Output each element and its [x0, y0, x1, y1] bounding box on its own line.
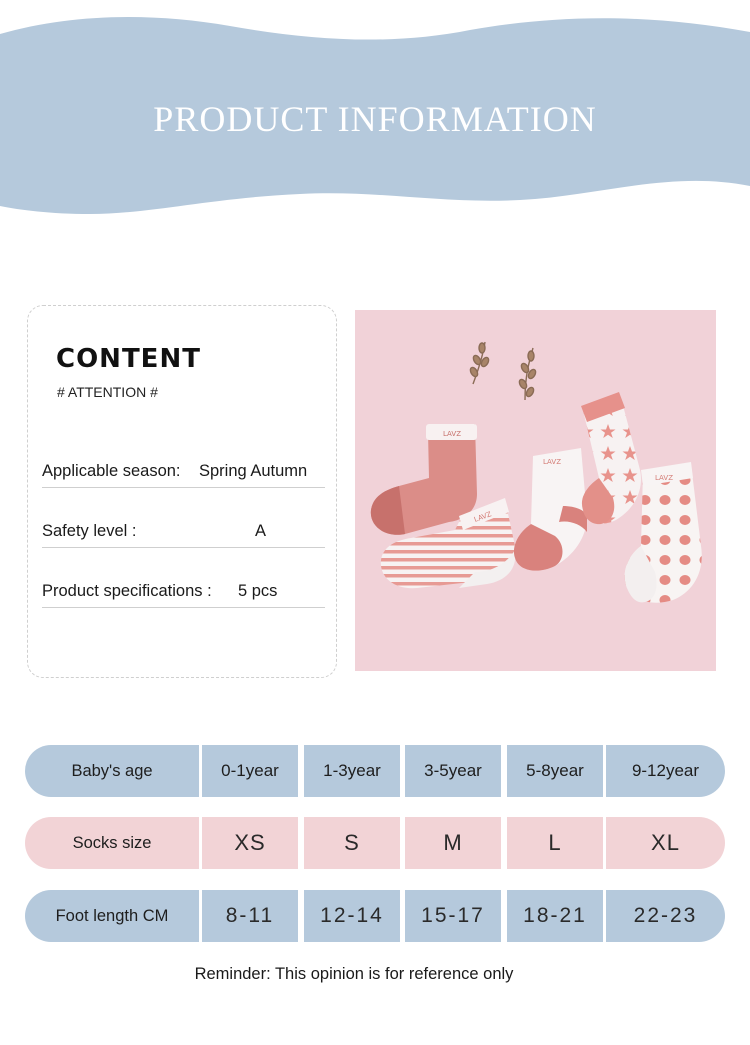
spec-row-safety — [42, 522, 325, 548]
page-title: PRODUCT INFORMATION — [153, 99, 597, 139]
socks-illustration — [355, 310, 716, 671]
age-cell: 9-12year — [606, 745, 725, 797]
reminder-text: Reminder: This opinion is for reference only — [194, 965, 514, 983]
sock-tag-text: LAVZ — [543, 458, 561, 466]
spec-row-season — [42, 462, 325, 488]
sock-tag-text: LAVZ — [655, 474, 673, 482]
age-cell: 3-5year — [405, 745, 501, 797]
age-cell: 5-8year — [507, 745, 603, 797]
size-cell: XS — [202, 817, 298, 869]
socks-size-row — [25, 817, 725, 869]
spec-label: Safety level : — [42, 522, 137, 540]
age-cell: 1-3year — [304, 745, 400, 797]
age-label: Baby's age — [25, 745, 199, 797]
spec-value: Spring Autumn — [199, 462, 308, 480]
spec-label: Applicable season: — [42, 462, 181, 480]
foot-length-cell: 18-21 — [507, 890, 603, 942]
header-banner — [0, 0, 750, 240]
size-cell: L — [507, 817, 603, 869]
foot-length-label: Foot length CM — [25, 890, 199, 942]
age-cell: 0-1year — [202, 745, 298, 797]
size-cell: XL — [606, 817, 725, 869]
size-cell: M — [405, 817, 501, 869]
product-photo — [355, 310, 716, 671]
spec-value: 5 pcs — [238, 582, 278, 600]
foot-length-cell: 22-23 — [606, 890, 725, 942]
foot-length-cell: 12-14 — [304, 890, 400, 942]
spec-row-specifications — [42, 582, 325, 608]
foot-length-cell: 8-11 — [202, 890, 298, 942]
age-row — [25, 745, 725, 797]
spec-value: A — [255, 522, 267, 540]
sock-tag-text: LAVZ — [443, 430, 461, 438]
content-card — [27, 305, 337, 678]
foot-length-cell: 15-17 — [405, 890, 501, 942]
content-title: CONTENT — [56, 344, 201, 374]
spec-label: Product specifications : — [42, 582, 212, 600]
sock-tag-text: LAVZ — [472, 510, 493, 524]
size-cell: S — [304, 817, 400, 869]
socks-size-label: Socks size — [25, 817, 199, 869]
foot-length-row — [25, 890, 725, 942]
attention-subtitle: # ATTENTION # — [57, 384, 158, 400]
